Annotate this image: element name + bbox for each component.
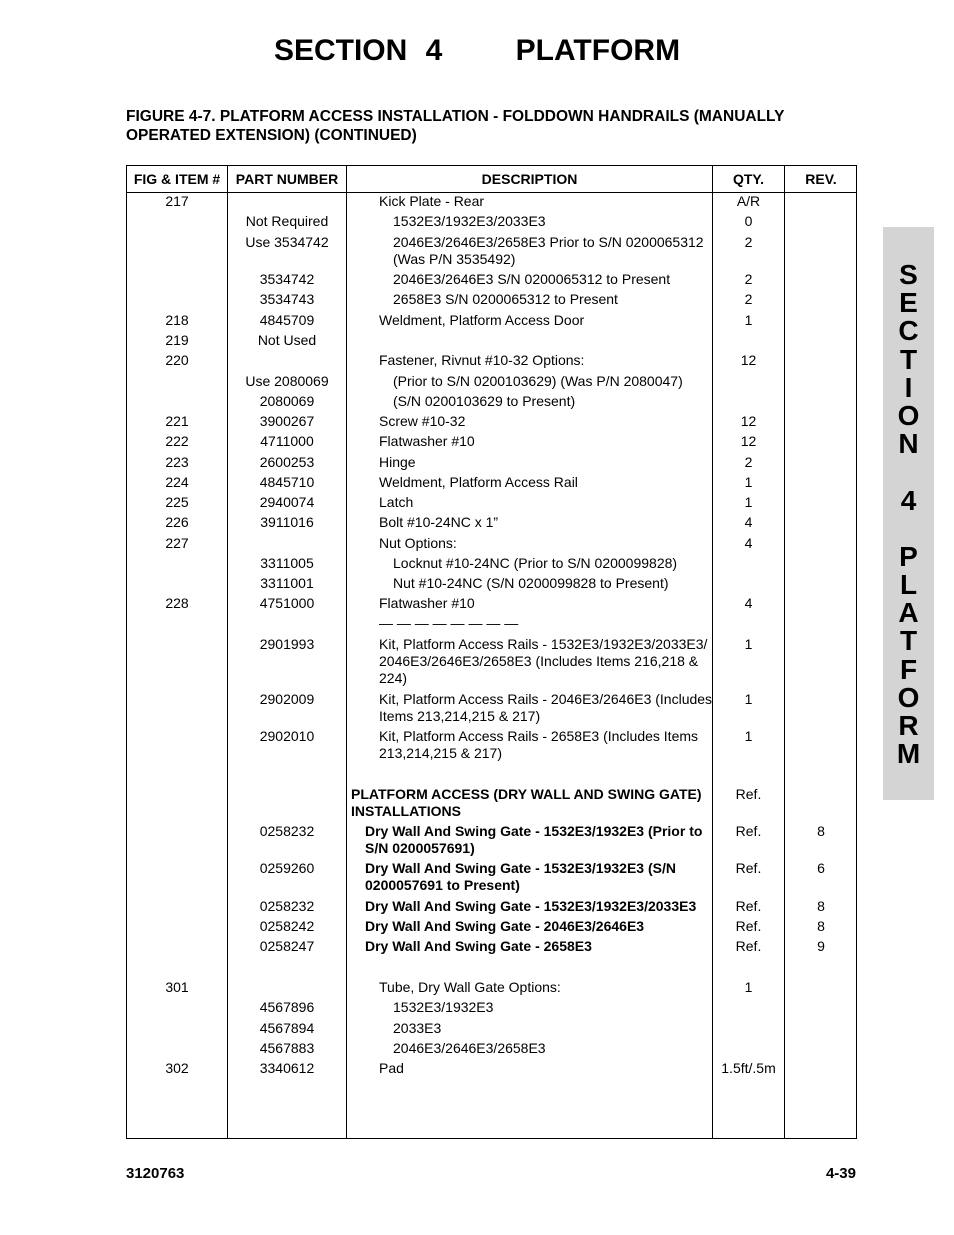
fig-item-cell: 302 (165, 1060, 189, 1076)
qty-cell: 2 (744, 454, 753, 470)
side-tab-letter: 4 (900, 484, 917, 516)
figure-title: FIGURE 4-7. PLATFORM ACCESS INSTALLATION - FOLDDOWN HANDRAILS (MANUALLY OPERATED EXTENSION) (CONTINUED) (126, 108, 785, 144)
section-title: SECTION 4 PLATFORM (273, 34, 681, 67)
description-cell: Hinge (379, 454, 416, 470)
description-cell: 2658E3 S/N 0200065312 to Present (393, 291, 618, 307)
qty-cell: 1 (744, 979, 753, 995)
qty-cell: Ref. (735, 918, 762, 934)
qty-cell: 4 (744, 514, 753, 530)
description-cell: Bolt #10-24NC x 1” (379, 514, 499, 530)
part-number-cell: Not Required (245, 213, 329, 229)
fig-item-cell: 225 (165, 494, 189, 510)
description-cell: Tube, Dry Wall Gate Options: (379, 979, 561, 995)
side-tab-letter: A (898, 597, 919, 629)
fig-item-cell: 228 (165, 595, 189, 611)
description-cell: Weldment, Platform Access Door (379, 312, 585, 328)
part-number-cell: 4567894 (259, 1020, 315, 1036)
description-cell: Dry Wall And Swing Gate - 1532E3/1932E3 (S/N 0200057691 to Present) (365, 860, 676, 893)
header-rev: REV. (805, 171, 837, 187)
fig-item-cell: 224 (165, 474, 189, 490)
qty-cell: 2 (744, 234, 753, 250)
part-number-cell: 3900267 (259, 413, 315, 429)
description-cell: 1532E3/1932E3/2033E3 (393, 213, 546, 229)
part-number-cell: 0258247 (259, 938, 315, 954)
qty-cell: 12 (740, 413, 757, 429)
part-number-cell: 4567896 (259, 999, 315, 1015)
description-cell: (S/N 0200103629 to Present) (393, 393, 576, 409)
part-number-cell: 0258232 (259, 898, 315, 914)
description-cell: 2046E3/2646E3 S/N 0200065312 to Present (393, 271, 671, 287)
description-cell: 1532E3/1932E3 (393, 999, 494, 1015)
part-number-cell: Use 2080069 (245, 373, 329, 389)
rev-cell: 8 (817, 823, 825, 839)
side-tab-letter: S (899, 259, 918, 290)
part-number-cell: 3311005 (260, 555, 314, 571)
part-number-cell: 4751000 (259, 595, 315, 611)
part-number-cell: 0259260 (259, 860, 315, 876)
description-cell: Kit, Platform Access Rails - 2658E3 (Includes Items 213,214,215 & 217) (379, 728, 699, 761)
qty-cell: 4 (744, 595, 753, 611)
part-number-cell: 4845709 (259, 312, 315, 328)
fig-item-cell: 222 (165, 433, 189, 449)
part-number-cell: Not Used (257, 332, 317, 348)
qty-cell: 1 (744, 728, 753, 744)
qty-cell: 4 (744, 535, 753, 551)
description-cell: Pad (379, 1060, 404, 1076)
qty-cell: A/R (736, 193, 761, 209)
side-tab-letter: P (899, 540, 918, 572)
description-cell: 2033E3 (393, 1020, 442, 1036)
description-cell: Kit, Platform Access Rails - 2046E3/2646E3 (Includes Items 213,214,215 & 217) (379, 691, 713, 724)
part-number-cell: 2080069 (259, 393, 315, 409)
part-number-cell: 3534743 (259, 291, 315, 307)
description-cell: Dry Wall And Swing Gate - 2046E3/2646E3 (365, 918, 645, 934)
fig-item-cell: 301 (165, 979, 189, 995)
header-description: DESCRIPTION (481, 171, 578, 187)
qty-cell: Ref. (735, 938, 762, 954)
part-number-cell: 2901993 (259, 636, 315, 652)
fig-item-cell: 227 (165, 535, 189, 551)
side-tab-letters (883, 261, 934, 768)
qty-cell: Ref. (735, 860, 762, 876)
qty-cell: 1 (744, 312, 753, 328)
side-tab-letter: I (904, 371, 913, 403)
part-number-cell: Use 3534742 (245, 234, 329, 250)
side-tab-letter: O (897, 399, 920, 431)
description-cell: Flatwasher #10 (379, 595, 475, 611)
fig-item-cell: 220 (165, 352, 189, 368)
qty-cell: 2 (744, 271, 753, 287)
rev-cell: 9 (817, 938, 825, 954)
part-number-cell: 2902010 (259, 728, 315, 744)
qty-cell: 1 (744, 691, 753, 707)
side-tab-letter: O (897, 681, 920, 713)
description-cell: PLATFORM ACCESS (DRY WALL AND SWING GATE) INSTALLATIONS (351, 786, 702, 819)
qty-cell: Ref. (735, 786, 762, 802)
description-cell: Dry Wall And Swing Gate - 2658E3 (365, 938, 592, 954)
side-tab-letter: F (899, 653, 918, 685)
fig-item-cell: 217 (165, 193, 189, 209)
side-tab-letter: N (898, 428, 919, 460)
part-number-cell: 3340612 (259, 1060, 315, 1076)
description-cell: Flatwasher #10 (379, 433, 475, 449)
fig-item-cell: 219 (165, 332, 189, 348)
qty-cell: 2 (744, 291, 753, 307)
description-cell: (Prior to S/N 0200103629) (Was P/N 2080047) (393, 373, 683, 389)
fig-item-cell: 226 (165, 514, 189, 530)
rev-cell: 6 (817, 860, 825, 876)
side-tab-letter: E (899, 287, 918, 319)
part-number-cell: 0258232 (259, 823, 315, 839)
part-number-cell: 3911016 (260, 514, 314, 530)
document-number: 3120763 (126, 1165, 185, 1182)
header-fig-item: FIG & ITEM # (133, 171, 221, 187)
side-tab-letter: R (898, 710, 919, 741)
part-number-cell: 2902009 (259, 691, 315, 707)
rev-cell: 8 (817, 918, 825, 934)
column-divider (346, 166, 347, 1138)
qty-cell: 1 (744, 494, 753, 510)
description-cell: Kit, Platform Access Rails - 1532E3/1932E3/2033E3/ 2046E3/2646E3/2658E3 (Includes Items 216,218 & 224) (379, 636, 708, 686)
fig-item-cell: 218 (165, 312, 189, 328)
part-number-cell: 2600253 (259, 454, 315, 470)
description-cell: Locknut #10-24NC (Prior to S/N 0200099828) (393, 555, 678, 571)
part-number-cell: 2940074 (259, 494, 315, 510)
qty-cell: 12 (740, 433, 757, 449)
description-cell: Screw #10-32 (379, 413, 466, 429)
part-number-cell: 4845710 (259, 474, 315, 490)
description-cell: Nut Options: (379, 535, 457, 551)
fig-item-cell: 223 (165, 454, 189, 470)
qty-cell: 0 (744, 213, 753, 229)
description-cell: 2046E3/2646E3/2658E3 (393, 1040, 546, 1056)
description-cell: Fastener, Rivnut #10-32 Options: (379, 352, 585, 368)
header-part-number: PART NUMBER (235, 171, 339, 187)
side-tab-letter (883, 515, 934, 543)
part-number-cell: 4567883 (259, 1040, 315, 1056)
section-side-tab (883, 227, 934, 800)
side-tab-letter: C (898, 315, 919, 347)
description-cell: Nut #10-24NC (S/N 0200099828 to Present) (393, 575, 669, 591)
parts-table (126, 165, 857, 1139)
qty-cell: Ref. (735, 898, 762, 914)
rev-cell: 8 (817, 898, 825, 914)
description-cell: Dry Wall And Swing Gate - 1532E3/1932E3/2033E3 (365, 898, 697, 914)
column-divider (784, 166, 785, 1138)
part-number-cell: 3534742 (259, 271, 315, 287)
description-cell: Weldment, Platform Access Rail (379, 474, 578, 490)
qty-cell: Ref. (735, 823, 762, 839)
qty-cell: 12 (740, 352, 757, 368)
fig-item-cell: 221 (165, 413, 189, 429)
qty-cell: 1 (744, 636, 753, 652)
side-tab-letter (883, 458, 934, 486)
header-qty: QTY. (732, 171, 765, 187)
description-cell: 2046E3/2646E3/2658E3 Prior to S/N 0200065312 (Was P/N 3535492) (393, 234, 704, 267)
page-number: 4-39 (825, 1165, 856, 1182)
part-number-cell: 3311001 (260, 575, 314, 591)
side-tab-letter: L (899, 569, 918, 601)
side-tab-letter: T (899, 625, 918, 657)
description-cell: Latch (379, 494, 414, 510)
side-tab-letter: M (896, 738, 921, 770)
description-cell: — — — — — — — — (379, 615, 519, 631)
part-number-cell: 4711000 (260, 433, 314, 449)
side-tab-letter: T (899, 343, 918, 375)
qty-cell: 1 (744, 474, 753, 490)
description-cell: Kick Plate - Rear (379, 193, 485, 209)
qty-cell: 1.5ft/.5m (721, 1060, 776, 1076)
part-number-cell: 0258242 (259, 918, 315, 934)
description-cell: Dry Wall And Swing Gate - 1532E3/1932E3 (Prior to S/N 0200057691) (365, 823, 703, 856)
